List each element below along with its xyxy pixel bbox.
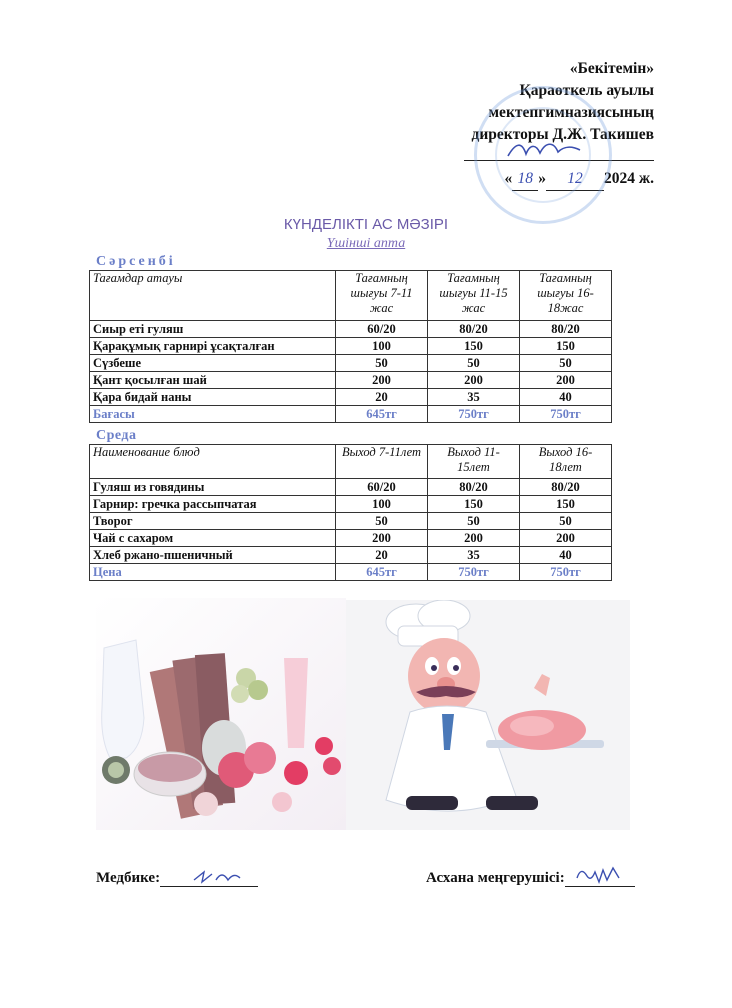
canteen-label: Асхана меңгерушісі: bbox=[426, 870, 565, 886]
header-dish-name: Наименование блюд bbox=[90, 445, 336, 479]
header-dish-name: Тағамдар атауы bbox=[90, 271, 336, 321]
table-row: Гуляш из говядины 60/20 80/20 80/20 bbox=[90, 479, 612, 496]
approval-day: 18 bbox=[512, 168, 538, 191]
nurse-signature bbox=[160, 872, 258, 887]
approval-line-1: «Бекітемін» bbox=[569, 60, 654, 77]
nurse-signature-block bbox=[96, 870, 258, 887]
header-col-3: Выход 16-18лет bbox=[520, 445, 612, 479]
canteen-signature-block bbox=[426, 870, 635, 887]
table-header-row bbox=[90, 271, 612, 321]
nurse-label: Медбике: bbox=[96, 870, 161, 886]
canteen-signature bbox=[565, 872, 635, 887]
menu-title: КҮНДЕЛІКТІ АС МӘЗІРІ bbox=[283, 216, 449, 233]
day-label-ru: Среда bbox=[96, 428, 137, 443]
approval-line-2: Қараөткель ауылы bbox=[519, 82, 654, 99]
header-col-2: Тағамның шығуы 11-15 жас bbox=[428, 271, 520, 321]
header-col-1: Выход 7-11лет bbox=[336, 445, 428, 479]
header-col-1: Тағамның шығуы 7-11 жас bbox=[336, 271, 428, 321]
table-row: Чай с сахаром 200 200 200 bbox=[90, 530, 612, 547]
menu-subtitle: Үшінші апта bbox=[326, 236, 406, 251]
table-row: Қара бидай наны 20 35 40 bbox=[90, 389, 612, 406]
approval-date: « 18 » 12 2024 ж. bbox=[464, 168, 654, 191]
approval-year: 2024 ж. bbox=[604, 170, 654, 187]
day-label-kz: Сәрсенбі bbox=[96, 254, 176, 269]
table-row: Хлеб ржано-пшеничный 20 35 40 bbox=[90, 547, 612, 564]
official-stamp bbox=[474, 86, 612, 224]
approval-month: 12 bbox=[546, 168, 604, 191]
chef-illustration bbox=[346, 600, 630, 830]
canteen-signature-mark bbox=[573, 864, 633, 886]
food-photo bbox=[96, 598, 346, 830]
table-row: Творог 50 50 50 bbox=[90, 513, 612, 530]
header-col-2: Выход 11-15лет bbox=[428, 445, 520, 479]
table-row: Гарнир: гречка рассыпчатая 100 150 150 bbox=[90, 496, 612, 513]
table-row: Қант қосылған шай 200 200 200 bbox=[90, 372, 612, 389]
table-row: Қарақұмық гарнирі ұсақталған 100 150 150 bbox=[90, 338, 612, 355]
price-row: Цена 645тг 750тг 750тг bbox=[90, 564, 612, 581]
nurse-signature-mark bbox=[190, 866, 250, 886]
menu-table-kz bbox=[89, 270, 612, 423]
table-header-row bbox=[90, 445, 612, 479]
table-row: Сүзбеше 50 50 50 bbox=[90, 355, 612, 372]
header-col-3: Тағамның шығуы 16-18жас bbox=[520, 271, 612, 321]
menu-table-ru bbox=[89, 444, 612, 581]
approval-line-3: мектепгимназиясының bbox=[488, 104, 654, 121]
price-row: Бағасы 645тг 750тг 750тг bbox=[90, 406, 612, 423]
table-row: Сиыр еті гуляш 60/20 80/20 80/20 bbox=[90, 321, 612, 338]
approval-line-4: директоры Д.Ж. Такишев bbox=[471, 126, 654, 143]
